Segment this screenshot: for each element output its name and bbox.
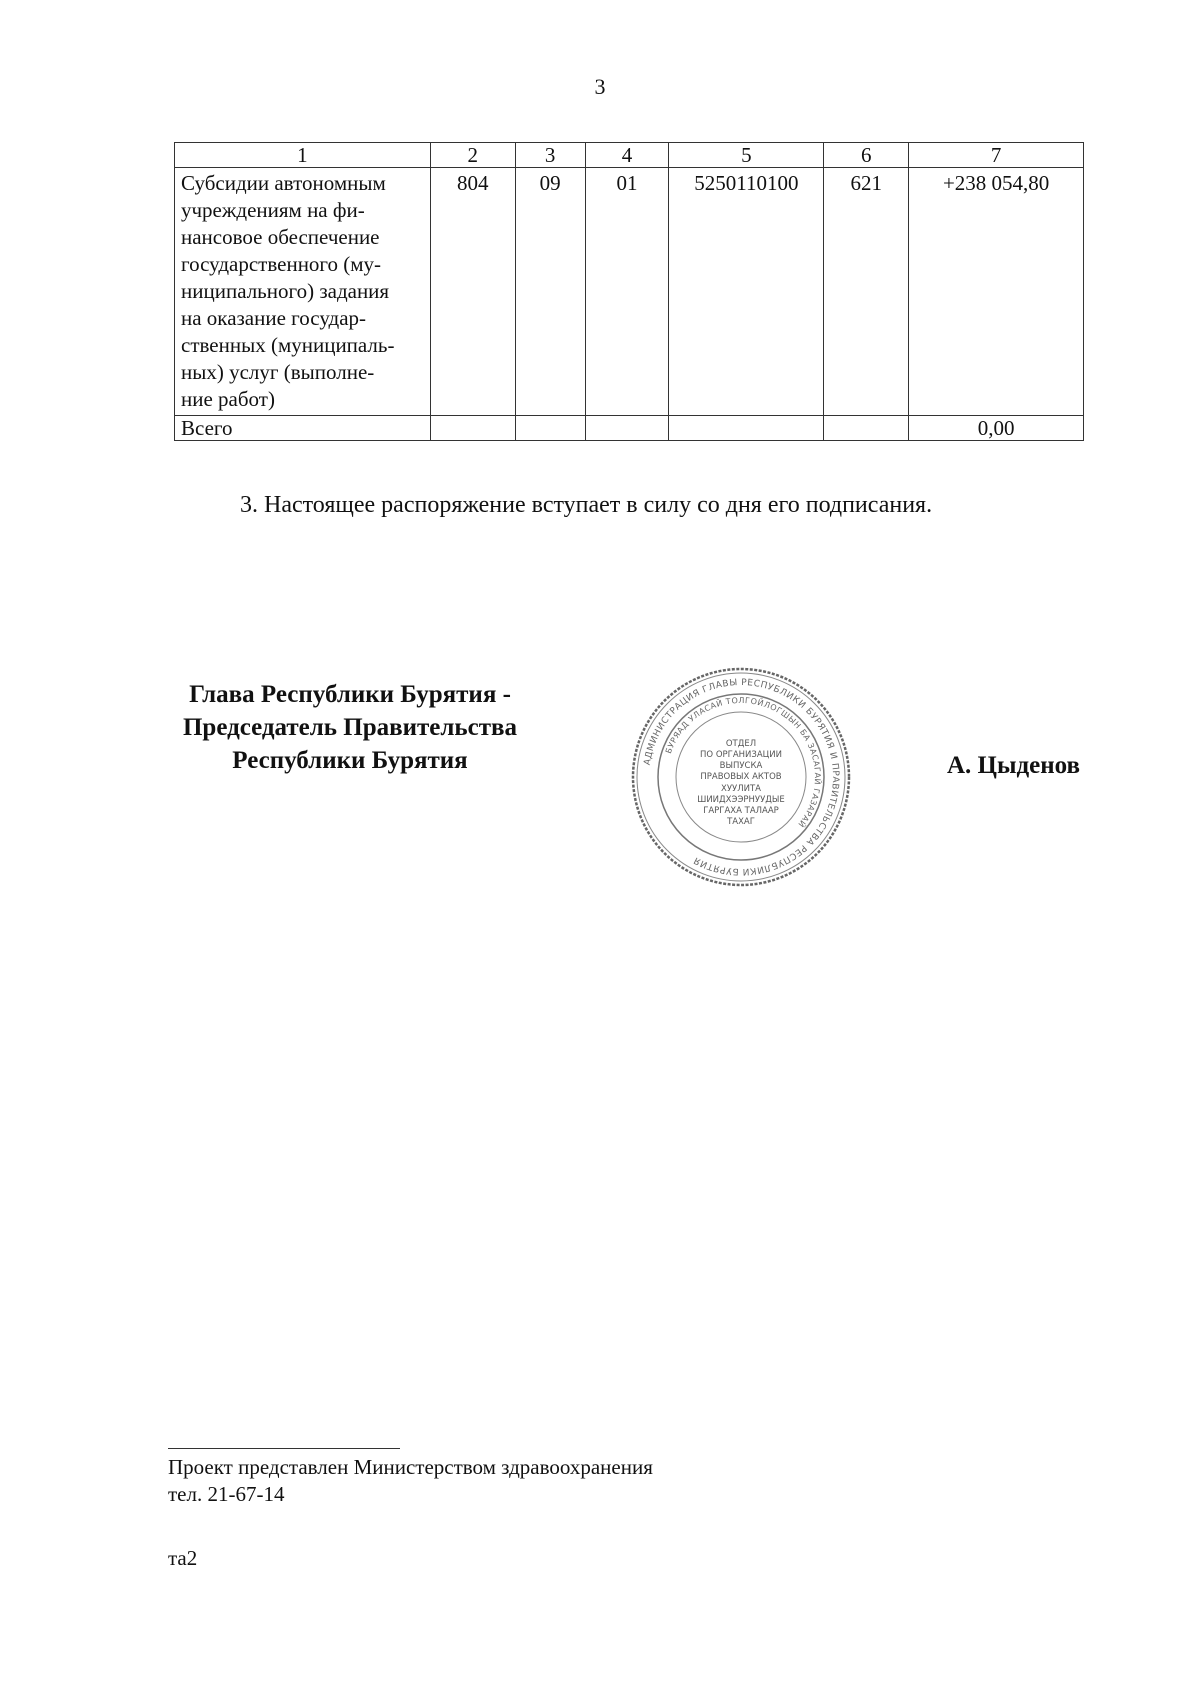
row-cell-5: 5250110100 xyxy=(669,168,824,416)
stamp-center-line: ПО ОРГАНИЗАЦИИ xyxy=(700,750,782,760)
signatory-title-line: Республики Бурятия xyxy=(232,747,468,774)
budget-table xyxy=(174,142,1084,441)
stamp-center-line: ГАРГАХА ТАЛААР xyxy=(703,806,779,816)
stamp-center-line: ВЫПУСКА xyxy=(719,761,763,771)
header-cell: 5 xyxy=(669,143,824,168)
total-label: Всего xyxy=(175,416,431,441)
row-cell-7: +238 054,80 xyxy=(909,168,1084,416)
table-row xyxy=(175,168,1084,416)
signatory-name: А. Цыденов xyxy=(946,752,1080,779)
footnote-line: Проект представлен Министерством здравоохранения xyxy=(168,1455,653,1479)
stamp-center-line: ШИИДХЭЭРНУУДЫЕ xyxy=(697,795,785,805)
stamp-inner-text: БУРЯАД УЛАСАЙ ТОЛГОЙЛОГШЫН БА ЗАСАГАЙ ГАЗАРАЙ xyxy=(663,695,823,830)
stamp-center-line: ХУУЛИТА xyxy=(721,784,761,794)
footnote-line: тел. 21-67-14 xyxy=(168,1482,285,1506)
stamp-center-line: ОТДЕЛ xyxy=(725,739,757,749)
header-cell: 1 xyxy=(175,143,431,168)
row-description: Субсидии автономным учреждениям на фи- нансовое обеспечение государственного (му- ниципального) задания на оказание государ- ственных (муниципаль- ных) услуг (выполне- ние работ) xyxy=(175,168,431,416)
row-cell-2: 804 xyxy=(430,168,515,416)
page-number: 3 xyxy=(594,74,606,99)
stamp-outer-text: АДМИНИСТРАЦИЯ ГЛАВЫ РЕСПУБЛИКИ БУРЯТИЯ И ПРАВИТЕЛЬСТВА РЕСПУБЛИКИ БУРЯТИЯ xyxy=(642,677,841,877)
official-stamp-icon xyxy=(626,662,856,892)
signatory-title xyxy=(140,678,560,777)
document-code: та2 xyxy=(168,1546,198,1570)
header-cell: 7 xyxy=(909,143,1084,168)
signatory-title-line: Председатель Правительства xyxy=(182,714,518,741)
header-cell: 2 xyxy=(430,143,515,168)
clause-text: 3. Настоящее распоряжение вступает в силу со дня его подписания. xyxy=(240,492,933,518)
row-cell-3: 09 xyxy=(515,168,585,416)
signatory-title-line: Глава Республики Бурятия - xyxy=(189,681,511,708)
row-cell-4: 01 xyxy=(585,168,669,416)
footnote xyxy=(168,1454,653,1508)
header-cell: 3 xyxy=(515,143,585,168)
header-cell: 6 xyxy=(824,143,909,168)
total-value: 0,00 xyxy=(909,416,1084,441)
header-cell: 4 xyxy=(585,143,669,168)
stamp-center-line: ТАХАГ xyxy=(727,817,755,827)
row-cell-6: 621 xyxy=(824,168,909,416)
stamp-center-line: ПРАВОВЫХ АКТОВ xyxy=(700,772,782,782)
table-total-row xyxy=(175,416,1084,441)
footnote-divider xyxy=(168,1448,400,1449)
table-header-row xyxy=(175,143,1084,168)
